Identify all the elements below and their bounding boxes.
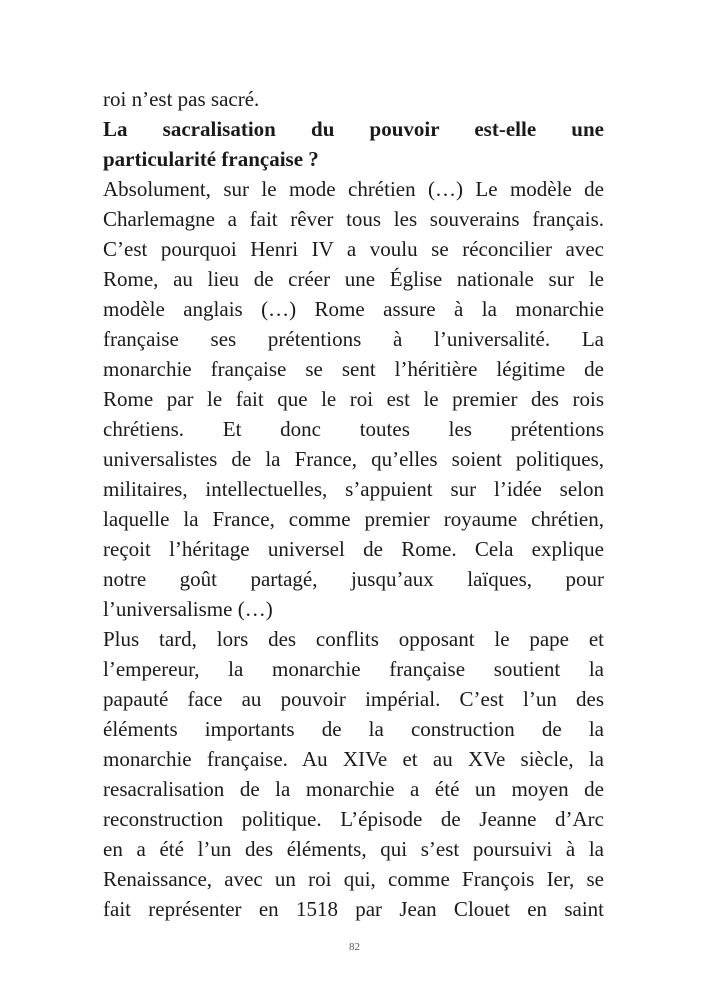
question-heading-line: particularité française ? <box>103 147 319 171</box>
paragraph-line: monarchie française se sent l’héritière légitime de <box>103 357 604 381</box>
paragraph-line: chrétiens. Et donc toutes les prétentions <box>103 417 604 441</box>
paragraph-line: en a été l’un des éléments, qui s’est poursuivi à la <box>103 837 604 861</box>
body-text <box>103 84 604 924</box>
paragraph-line: Charlemagne a fait rêver tous les souverains français. <box>103 207 604 231</box>
paragraph-line: reçoit l’héritage universel de Rome. Cela explique <box>103 537 604 561</box>
paragraph-line: éléments importants de la construction de la <box>103 717 604 741</box>
paragraph-line: roi n’est pas sacré. <box>103 87 260 111</box>
paragraph-line: l’empereur, la monarchie française soutient la <box>103 657 604 681</box>
paragraph-line: française ses prétentions à l’universalité. La <box>103 327 604 351</box>
paragraph-line: Rome, au lieu de créer une Église nationale sur le <box>103 267 604 291</box>
paragraph-line: laquelle la France, comme premier royaume chrétien, <box>103 507 604 531</box>
question-heading-line: La sacralisation du pouvoir est-elle une <box>103 117 604 141</box>
paragraph-line: Absolument, sur le mode chrétien (…) Le modèle de <box>103 177 604 201</box>
paragraph-line: papauté face au pouvoir impérial. C’est l’un des <box>103 687 604 711</box>
paragraph-line: reconstruction politique. L’épisode de Jeanne d’Arc <box>103 807 604 831</box>
paragraph-line: resacralisation de la monarchie a été un moyen de <box>103 777 604 801</box>
paragraph-line: universalistes de la France, qu’elles soient politiques, <box>103 447 604 471</box>
paragraph-line: monarchie française. Au XIVe et au XVe siècle, la <box>103 747 604 771</box>
paragraph-line: militaires, intellectuelles, s’appuient sur l’idée selon <box>103 477 604 501</box>
paragraph-line: Plus tard, lors des conflits opposant le pape et <box>103 627 604 651</box>
paragraph-line: fait représenter en 1518 par Jean Clouet en saint <box>103 897 604 921</box>
paragraph-line: l’universalisme (…) <box>103 597 273 621</box>
paragraph-line: Rome par le fait que le roi est le premier des rois <box>103 387 604 411</box>
paragraph-line: modèle anglais (…) Rome assure à la monarchie <box>103 297 604 321</box>
paragraph-line: Renaissance, avec un roi qui, comme François Ier, se <box>103 867 604 891</box>
paragraph-line: C’est pourquoi Henri IV a voulu se réconcilier avec <box>103 237 604 261</box>
page-number: 82 <box>349 941 360 953</box>
paragraph-line: notre goût partagé, jusqu’aux laïques, pour <box>103 567 604 591</box>
